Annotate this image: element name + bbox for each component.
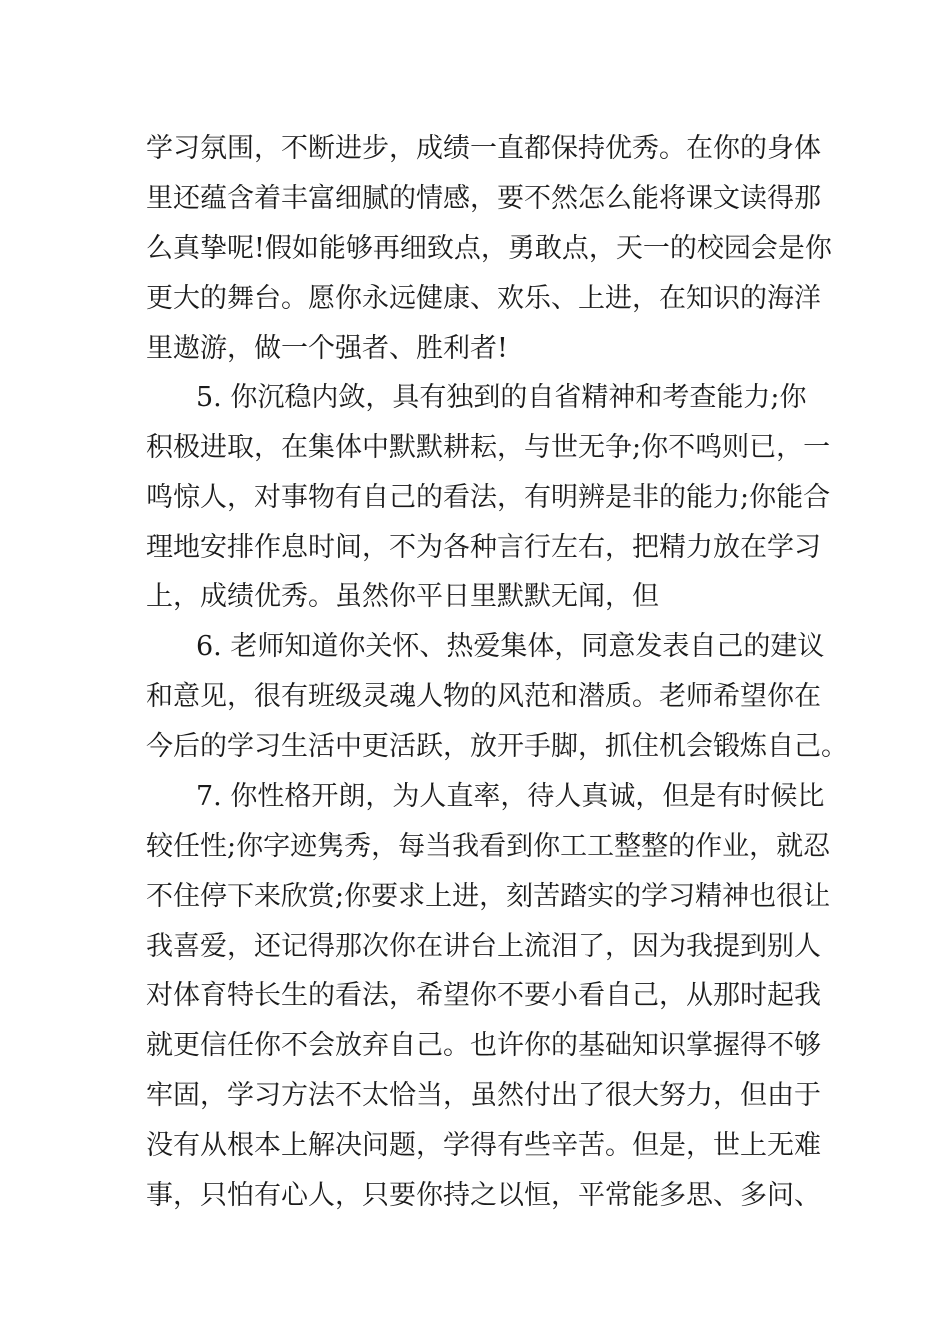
text-line: 对体育特长生的看法，希望你不要小看自己，从那时起我 xyxy=(146,980,821,1011)
text-line: 今后的学习生活中更活跃，放开手脚，抓住机会锻炼自己。 xyxy=(146,731,848,762)
text-line: 我喜爱，还记得那次你在讲台上流泪了，因为我提到别人 xyxy=(146,931,821,962)
text-line: 没有从根本上解决问题，学得有些辛苦。但是，世上无难 xyxy=(146,1130,821,1161)
text-line: 事，只怕有心人，只要你持之以恒，平常能多思、多问、 xyxy=(146,1180,821,1211)
text-line: 积极进取，在集体中默默耕耘，与世无争;你不鸣则已，一 xyxy=(146,432,831,463)
text-line: 较任性;你字迹隽秀，每当我看到你工工整整的作业，就忍 xyxy=(146,831,831,862)
text-line: 上，成绩优秀。虽然你平日里默默无闻，但 xyxy=(146,581,659,612)
text-line: 鸣惊人，对事物有自己的看法，有明辨是非的能力;你能合 xyxy=(146,482,831,513)
text-line: 里还蕴含着丰富细腻的情感，要不然怎么能将课文读得那 xyxy=(146,183,821,214)
text-line: 里遨游，做一个强者、胜利者! xyxy=(146,333,508,364)
text-line: 不住停下来欣赏;你要求上进，刻苦踏实的学习精神也很让 xyxy=(146,881,831,912)
text-line: 理地安排作息时间，不为各种言行左右，把精力放在学习 xyxy=(146,532,821,563)
paragraph-6-first-line: 6. 老师知道你关怀、热爱集体，同意发表自己的建议 xyxy=(196,631,825,662)
paragraph-5-first-line: 5. 你沉稳内敛，具有独到的自省精神和考查能力;你 xyxy=(196,382,807,413)
text-line: 学习氛围，不断进步，成绩一直都保持优秀。在你的身体 xyxy=(146,133,821,164)
text-line: 牢固，学习方法不太恰当，虽然付出了很大努力，但由于 xyxy=(146,1080,821,1111)
text-line: 更大的舞台。愿你永远健康、欢乐、上进，在知识的海洋 xyxy=(146,283,821,314)
paragraph-7-first-line: 7. 你性格开朗，为人直率，待人真诚，但是有时候比 xyxy=(196,781,825,812)
text-line: 么真挚呢!假如能够再细致点，勇敢点，天一的校园会是你 xyxy=(146,233,832,264)
text-line: 和意见，很有班级灵魂人物的风范和潜质。老师希望你在 xyxy=(146,681,821,712)
text-line: 就更信任你不会放弃自己。也许你的基础知识掌握得不够 xyxy=(146,1030,821,1061)
